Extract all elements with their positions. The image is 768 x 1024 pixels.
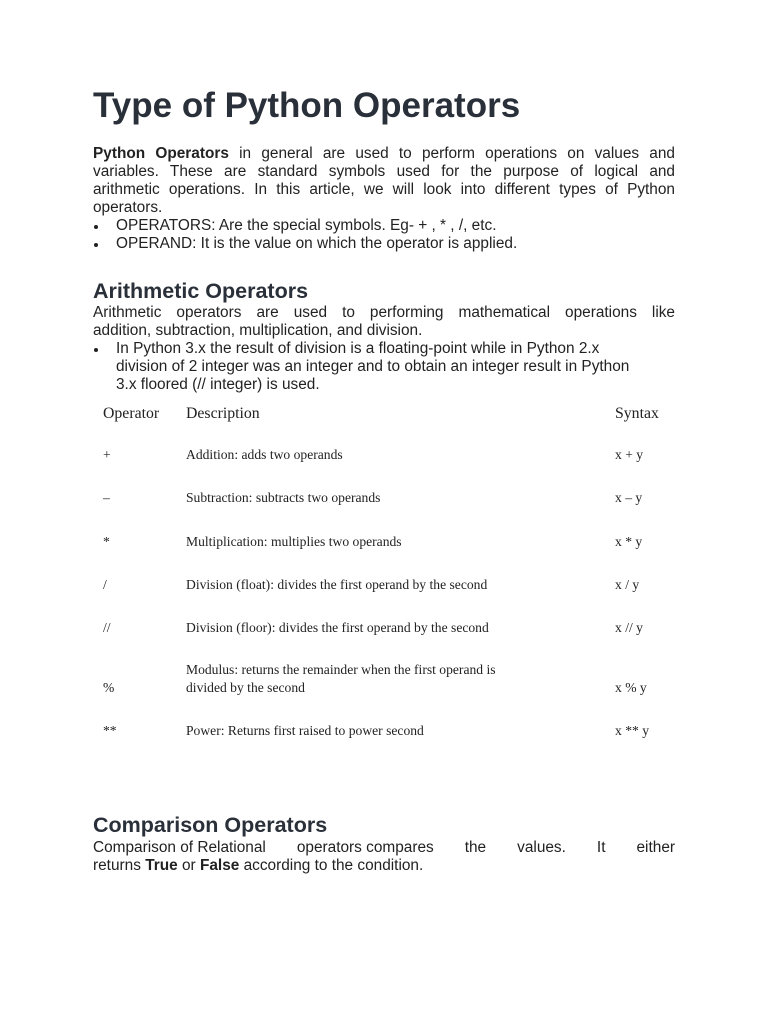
false-keyword: False (199, 857, 240, 874)
syntax-cell: x // y (615, 620, 643, 635)
intro-bold-lead: Python Operators (93, 145, 229, 162)
comparison-word: operators compares (296, 839, 434, 856)
arithmetic-line-2: addition, subtraction, multiplication, and division. (93, 322, 423, 339)
list-item: OPERATORS: Are the special symbols. Eg- + , * , /, etc. (93, 217, 675, 235)
operator-cell: * (103, 534, 110, 549)
comparison-line-1 (93, 839, 675, 857)
comparison-text: returns (93, 857, 146, 874)
description-cell: Division (floor): divides the first operand by the second (186, 620, 489, 635)
comparison-word: the (464, 839, 487, 856)
bullet-line: division of 2 integer was an integer and to obtain an integer result in Python (116, 358, 630, 375)
description-cell: Subtraction: subtracts two operands (186, 490, 381, 505)
comparison-text: according to the condition. (239, 857, 424, 874)
description-cell: Multiplication: multiplies two operands (186, 534, 402, 549)
description-cell: Modulus: returns the remainder when the first operand is (186, 662, 496, 677)
operator-cell: – (103, 490, 110, 505)
arithmetic-lead: Arithmetic operators (93, 304, 242, 321)
description-cell: Power: Returns first raised to power second (186, 723, 424, 738)
description-cell: Division (float): divides the first operand by the second (186, 577, 488, 592)
intro-line-1-text: in general are used to perform operations on values and (228, 145, 675, 162)
syntax-cell: x ** y (615, 723, 649, 738)
operator-cell: + (103, 447, 111, 462)
arithmetic-paragraph (93, 304, 675, 340)
column-header-description: Description (186, 405, 260, 422)
arithmetic-bullet-list (93, 340, 675, 394)
list-item: OPERAND: It is the value on which the operator is applied. (93, 235, 675, 253)
syntax-cell: x * y (615, 534, 643, 549)
intro-paragraph (93, 145, 675, 217)
syntax-cell: x % y (615, 680, 647, 695)
column-header-syntax: Syntax (615, 405, 659, 422)
intro-line-1 (93, 145, 675, 163)
list-item (93, 340, 675, 394)
operator-cell: % (103, 680, 115, 695)
operator-cell: / (103, 577, 107, 592)
comparison-word: It (596, 839, 606, 856)
comparison-heading: Comparison Operators (93, 813, 328, 837)
comparison-word: Comparison of Relational (93, 839, 266, 856)
intro-line-3: arithmetic operations. In this article, we will look into different types of Python (93, 181, 675, 198)
description-cell: Addition: adds two operands (186, 447, 343, 462)
column-header-operator: Operator (103, 405, 160, 422)
syntax-cell: x – y (615, 490, 643, 505)
arithmetic-heading: Arithmetic Operators (93, 279, 309, 303)
true-keyword: True (145, 857, 178, 874)
comparison-line-2 (93, 857, 675, 875)
syntax-cell: x + y (615, 447, 644, 462)
page-title: Type of Python Operators (93, 86, 521, 125)
operator-cell: // (103, 620, 111, 635)
comparison-word: either (636, 839, 675, 856)
description-cell: divided by the second (186, 680, 305, 695)
syntax-cell: x / y (615, 577, 640, 592)
intro-line-2: variables. These are standard symbols used for the purpose of logical and (93, 163, 675, 180)
comparison-text: or (177, 857, 200, 874)
bullet-line: In Python 3.x the result of division is a floating-point while in Python 2.x (116, 340, 600, 357)
arithmetic-line-1-text: are used to performing mathematical operations like (241, 304, 675, 321)
operator-cell: ** (103, 723, 117, 738)
intro-line-4: operators. (93, 199, 163, 216)
comparison-word: values. (517, 839, 566, 856)
intro-bullet-list (93, 217, 675, 253)
bullet-line: 3.x floored (// integer) is used. (116, 376, 320, 393)
arithmetic-line-1 (93, 304, 675, 322)
